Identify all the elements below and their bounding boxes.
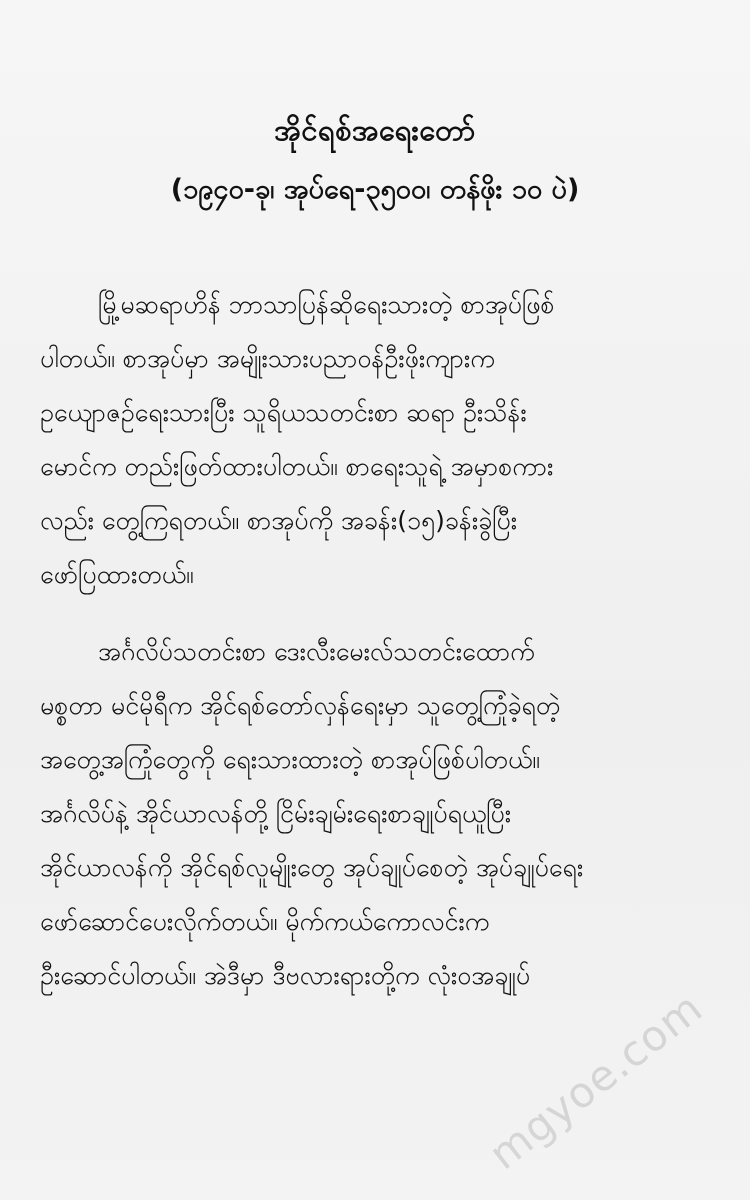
page-title: အိုင်ရစ်အရေးတော် <box>274 113 476 147</box>
paragraph-line: အတွေ့အကြုံတွေကို ရေးသားထားတဲ့ စာအုပ်ဖြစ်ပါတယ်။ <box>40 745 540 774</box>
paragraph-line: မြို့မဆရာဟိန် ဘာသာပြန်ဆိုရေးသားတဲ့ စာအုပ်ဖြစ် <box>98 290 555 319</box>
paragraph-2 <box>40 625 720 1003</box>
publication-info: (၁၉၄၀-ခု၊ အုပ်ရေ-၃၅၀၀၊ တန်ဖိုး ၁၀ ပဲ) <box>170 174 580 205</box>
paragraph-line: မောင်က တည်းဖြတ်ထားပါတယ်။ စာရေးသူရဲ့ အမှာစကား <box>40 452 554 481</box>
paragraph-line: လည်း တွေ့ကြရတယ်။ စာအုပ်ကို အခန်း(၁၅)ခန်းခွဲပြီး <box>40 506 518 535</box>
paragraph-line: ဖော်ဆောင်ပေးလိုက်တယ်။ မိုက်ကယ်ကောလင်းက <box>40 907 490 936</box>
paragraph-line: အင်္ဂလိပ်နဲ့ အိုင်ယာလန်တို့ ငြိမ်းချမ်းရေးစာချုပ်ရယူပြီး <box>40 799 512 828</box>
paragraph-line: ဥယျောဇဉ်ရေးသားပြီး သူရိယသတင်းစာ ဆရာ ဦးသိန်း <box>40 398 527 427</box>
paragraph-line: ဖော်ပြထားတယ်။ <box>40 560 194 589</box>
watermark: mgyoe.com <box>479 982 712 1179</box>
paragraph-line: ဦးဆောင်ပါတယ်။ အဲဒီမှာ ဒီဗလားရားတို့က လုံးဝအချုပ် <box>40 961 531 990</box>
paragraph-line: အိုင်ယာလန်ကို အိုင်ရစ်လူမျိုးတွေ အုပ်ချုပ်စေတဲ့ အုပ်ချုပ်ရေး <box>40 853 584 882</box>
paragraph-line: အင်္ဂလိပ်သတင်းစာ ဒေးလီးမေးလ်သတင်းထောက် <box>98 637 535 666</box>
paragraph-line: မစ္စတာ မင်မိုရီက အိုင်ရစ်တော်လှန်ရေးမှာ သူတွေ့ကြုံခဲ့ရတဲ့ <box>40 691 561 720</box>
paragraph-1 <box>40 278 720 602</box>
paragraph-line: ပါတယ်။ စာအုပ်မှာ အမျိုးသားပညာဝန်ဦးဖိုးကျားက <box>40 344 495 373</box>
